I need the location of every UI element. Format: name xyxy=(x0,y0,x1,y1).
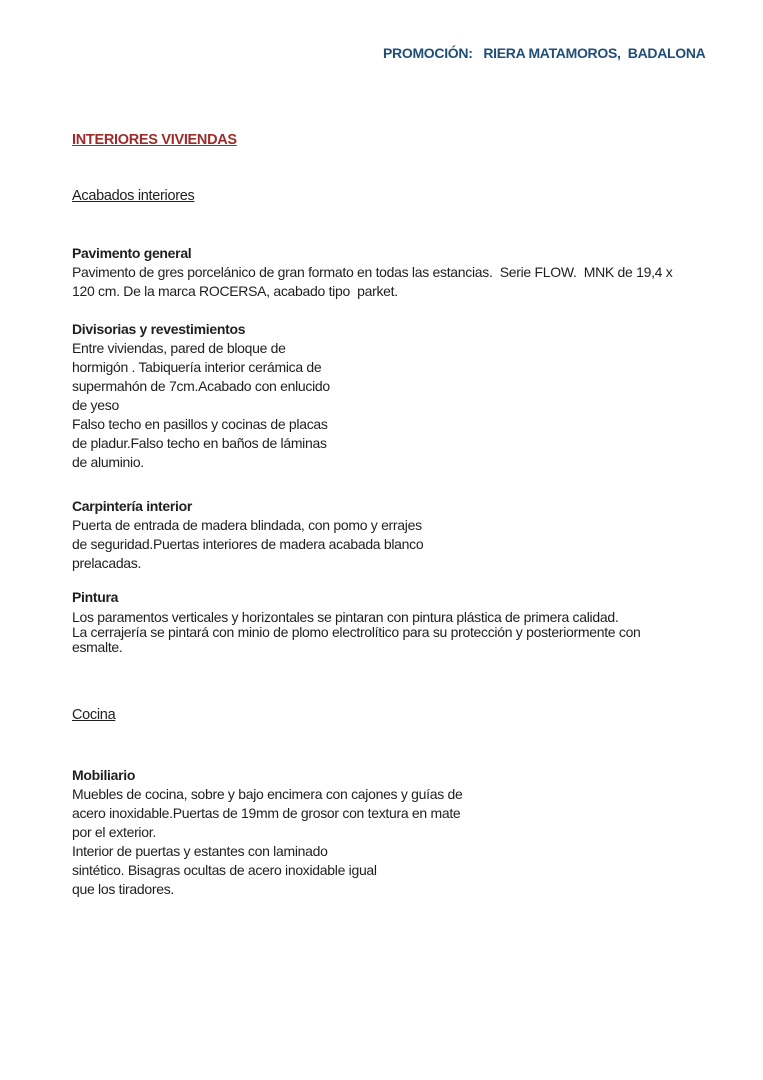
body-line: Los paramentos verticales y horizontales se pintaran con pintura plástica de primera calidad. xyxy=(72,609,619,625)
section-pavimento-general xyxy=(72,244,672,301)
section-heading: Mobiliario xyxy=(72,767,136,783)
body-line: de seguridad.Puertas interiores de madera acabada blanco xyxy=(72,536,424,552)
section-heading: Pintura xyxy=(72,589,119,605)
section-heading: Carpintería interior xyxy=(72,498,193,514)
body-line: supermahón de 7cm.Acabado con enlucido xyxy=(72,378,330,394)
section-divisorias-revestimientos xyxy=(72,320,330,472)
body-line: Pavimento de gres porcelánico de gran formato en todas las estancias. Serie FLOW. MNK de 19,4 x xyxy=(72,264,673,280)
body-line: que los tiradores. xyxy=(72,881,174,897)
body-line: Entre viviendas, pared de bloque de xyxy=(72,340,286,356)
body-line: acero inoxidable.Puertas de 19mm de grosor con textura en mate xyxy=(72,805,461,821)
body-line: prelacadas. xyxy=(72,555,142,571)
body-line: Falso techo en pasillos y cocinas de placas xyxy=(72,416,328,432)
section-heading: Divisorias y revestimientos xyxy=(72,321,246,337)
subtitle-acabados-interiores: Acabados interiores xyxy=(72,188,195,204)
body-line: de pladur.Falso techo en baños de láminas xyxy=(72,435,327,451)
section-heading: Pavimento general xyxy=(72,245,192,261)
body-line: por el exterior. xyxy=(72,824,156,840)
body-line: hormigón . Tabiquería interior cerámica de xyxy=(72,359,322,375)
body-line: 120 cm. De la marca ROCERSA, acabado tipo parket. xyxy=(72,283,398,299)
body-line: La cerrajería se pintará con minio de plomo electrolítico para su protección y posteriormente con xyxy=(72,624,641,640)
body-line: Interior de puertas y estantes con laminado xyxy=(72,843,328,859)
body-line: Muebles de cocina, sobre y bajo encimera con cajones y guías de xyxy=(72,786,463,802)
body-line: sintético. Bisagras ocultas de acero inoxidable igual xyxy=(72,862,377,878)
body-line: Puerta de entrada de madera blindada, con pomo y errajes xyxy=(72,517,422,533)
body-line: esmalte. xyxy=(72,639,123,655)
promotion-header: PROMOCIÓN: RIERA MATAMOROS, BADALONA xyxy=(383,45,706,61)
document-title: INTERIORES VIVIENDAS xyxy=(72,132,237,148)
section-mobiliario xyxy=(72,766,462,899)
section-carpinteria-interior xyxy=(72,497,423,573)
section-pintura xyxy=(72,588,641,655)
body-line: de aluminio. xyxy=(72,454,144,470)
subtitle-cocina: Cocina xyxy=(72,707,116,723)
body-line: de yeso xyxy=(72,397,119,413)
